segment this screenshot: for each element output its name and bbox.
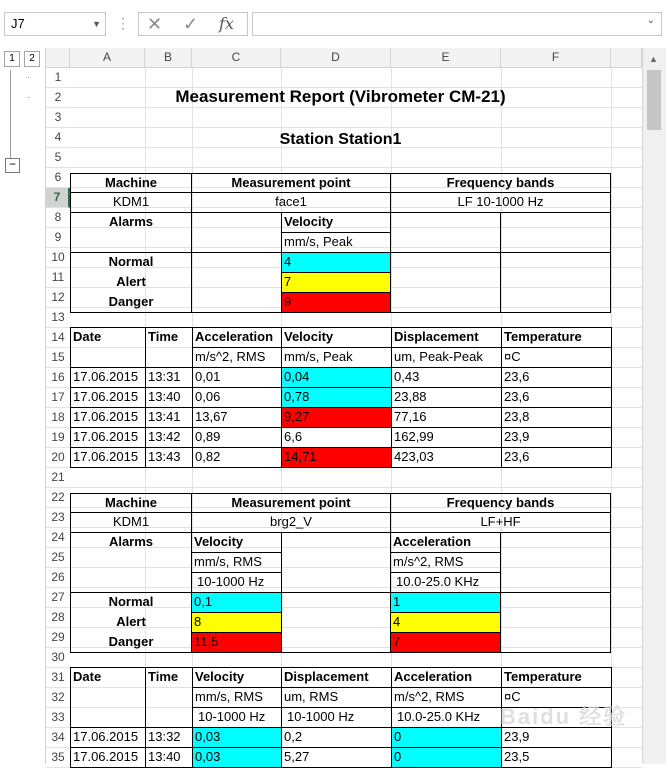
normal-threshold-1[interactable]: 0,1: [191, 592, 282, 613]
row-header-28[interactable]: 28: [46, 608, 70, 628]
gridline: [70, 487, 642, 488]
row-header-23[interactable]: 23: [46, 508, 70, 528]
table-cell[interactable]: 0,43: [391, 367, 502, 388]
col-range-velocity: 10-1000 Hz: [192, 707, 282, 728]
empty-cell[interactable]: [500, 532, 611, 593]
header-frequency-bands: Frequency bands: [390, 173, 611, 193]
table-cell[interactable]: 0: [391, 747, 502, 768]
alarm-param-2: Acceleration: [390, 532, 501, 553]
danger-label: Danger: [108, 294, 154, 309]
col-unit-displacement: um, RMS: [281, 687, 392, 708]
table-cell[interactable]: 17.06.2015: [70, 727, 146, 748]
table-cell[interactable]: 0,89: [192, 427, 282, 448]
col-header-time: Time: [145, 327, 193, 368]
formula-input[interactable]: [252, 12, 662, 36]
col-header-velocity: Velocity: [281, 327, 392, 348]
table-cell[interactable]: 0,04: [281, 367, 392, 388]
gridline: [70, 107, 642, 108]
table-cell[interactable]: 17.06.2015: [70, 427, 146, 448]
table-cell[interactable]: 0,78: [281, 387, 392, 408]
row-header-33[interactable]: 33: [46, 708, 70, 728]
col-header-displacement: Displacement: [281, 667, 392, 688]
alert-label: Alert: [116, 614, 146, 629]
table-cell[interactable]: 0,01: [192, 367, 282, 388]
alert-threshold-1[interactable]: 8: [191, 612, 282, 633]
col-range-acceleration: 10.0-25.0 KHz: [391, 707, 502, 728]
frequency-bands-value[interactable]: LF+HF: [390, 512, 611, 533]
danger-label: Danger: [108, 634, 154, 649]
danger-threshold-1[interactable]: 11,5: [191, 632, 282, 653]
row-header-26[interactable]: 26: [46, 568, 70, 588]
alarms-label: Alarms: [70, 212, 192, 253]
row-header-17[interactable]: 17: [46, 388, 70, 408]
col-unit-temperature: ¤C: [501, 347, 612, 368]
table-cell[interactable]: 423,03: [391, 447, 502, 468]
header-machine: Machine: [70, 173, 192, 193]
alarm-unit: mm/s, Peak: [281, 232, 391, 253]
empty-cell[interactable]: [281, 592, 391, 653]
table-cell[interactable]: 23,6: [501, 367, 612, 388]
col-header-acceleration: Acceleration: [391, 667, 502, 688]
row-header-30[interactable]: 30: [46, 648, 70, 668]
header-measurement-point: Measurement point: [191, 493, 391, 513]
col-unit-acceleration: m/s^2, RMS: [192, 347, 282, 368]
machine-value[interactable]: KDM1: [70, 192, 192, 213]
more-options-icon[interactable]: ⋮: [116, 15, 130, 31]
col-header-date: Date: [70, 667, 146, 728]
header-frequency-bands: Frequency bands: [390, 493, 611, 513]
gridline: [70, 127, 642, 128]
outline-gutter: [0, 48, 46, 764]
table-cell[interactable]: 5,27: [281, 747, 392, 768]
empty-cell[interactable]: [390, 252, 501, 313]
col-header-time: Time: [145, 667, 193, 728]
row-header-4[interactable]: 4: [46, 128, 70, 148]
empty-cell[interactable]: [191, 252, 282, 313]
table-cell[interactable]: 23,88: [391, 387, 502, 408]
col-unit-velocity: mm/s, RMS: [192, 687, 282, 708]
row-header-15[interactable]: 15: [46, 348, 70, 368]
table-cell[interactable]: 0,82: [192, 447, 282, 468]
col-header-displacement: Displacement: [391, 327, 502, 348]
chevron-down-icon[interactable]: ▼: [92, 19, 101, 29]
col-unit-velocity: mm/s, Peak: [281, 347, 392, 368]
report-title: Measurement Report (Vibrometer CM-21): [175, 87, 506, 106]
scroll-up-icon[interactable]: ▲: [649, 54, 658, 64]
table-cell[interactable]: 23,9: [501, 727, 612, 748]
insert-function-icon[interactable]: fx: [219, 14, 234, 33]
col-unit-displacement: um, Peak-Peak: [391, 347, 502, 368]
alert-label: Alert: [116, 274, 146, 289]
column-header-e[interactable]: E: [391, 48, 501, 68]
table-cell[interactable]: 0,03: [192, 747, 282, 768]
column-header-b[interactable]: B: [145, 48, 192, 68]
row-header-21[interactable]: 21: [46, 468, 70, 488]
col-header-temperature: Temperature: [501, 327, 612, 348]
frequency-bands-value[interactable]: LF 10-1000 Hz: [390, 192, 611, 213]
cancel-icon[interactable]: ✕: [147, 14, 163, 34]
outline-group-bar: [10, 70, 17, 160]
empty-cell[interactable]: [390, 212, 501, 253]
row-header-13[interactable]: 13: [46, 308, 70, 328]
col-unit-acceleration: m/s^2, RMS: [391, 687, 502, 708]
formula-buttons: [138, 12, 248, 36]
row-header-5[interactable]: 5: [46, 148, 70, 168]
alarm-unit-1: mm/s, RMS: [191, 552, 282, 573]
row-header-8[interactable]: 8: [46, 208, 70, 228]
alarm-unit-2: m/s^2, RMS: [390, 552, 501, 573]
table-cell[interactable]: 13,67: [192, 407, 282, 428]
col-range-displacement: 10-1000 Hz: [281, 707, 392, 728]
table-cell[interactable]: 0,06: [192, 387, 282, 408]
row-header-18[interactable]: 18: [46, 408, 70, 428]
row-header-35[interactable]: 35: [46, 748, 70, 768]
row-header-32[interactable]: 32: [46, 688, 70, 708]
column-header-f[interactable]: F: [501, 48, 611, 68]
empty-cell[interactable]: [281, 532, 391, 593]
table-cell[interactable]: 23,6: [501, 387, 612, 408]
baidu-watermark: Baidu 经验: [500, 704, 628, 729]
normal-threshold-2[interactable]: 1: [390, 592, 501, 613]
empty-cell[interactable]: [500, 212, 611, 253]
row-header-1[interactable]: 1: [46, 68, 70, 88]
table-cell[interactable]: 13:43: [145, 447, 193, 468]
collapse-group-icon[interactable]: −: [5, 158, 20, 173]
measurement-point-value[interactable]: face1: [191, 192, 391, 213]
table-cell[interactable]: 13:42: [145, 427, 193, 448]
table-cell[interactable]: 0,2: [281, 727, 392, 748]
alert-threshold[interactable]: 7: [281, 272, 391, 293]
table-cell[interactable]: 23,6: [501, 447, 612, 468]
normal-threshold[interactable]: 4: [281, 252, 391, 273]
row-header-29[interactable]: 29: [46, 628, 70, 648]
scroll-thumb[interactable]: [647, 70, 661, 130]
outline-level-1-button[interactable]: 1: [4, 51, 20, 67]
station-title: Station Station1: [279, 131, 402, 148]
alarm-range-1: 10-1000 Hz: [191, 572, 282, 593]
row-header-22[interactable]: 22: [46, 488, 70, 508]
table-cell[interactable]: 23,8: [501, 407, 612, 428]
table-cell[interactable]: 17.06.2015: [70, 447, 146, 468]
column-header-d[interactable]: D: [281, 48, 391, 68]
table-cell[interactable]: 14,71: [281, 447, 392, 468]
empty-cell[interactable]: [191, 212, 282, 253]
normal-label: Normal: [108, 594, 154, 609]
table-cell[interactable]: 0: [391, 727, 502, 748]
row-header-7[interactable]: 7: [46, 188, 70, 208]
table-cell[interactable]: 6,6: [281, 427, 392, 448]
row-header-24[interactable]: 24: [46, 528, 70, 548]
table-cell[interactable]: 0,03: [192, 727, 282, 748]
empty-cell[interactable]: [500, 252, 611, 313]
danger-threshold[interactable]: 9: [281, 292, 391, 313]
row-header-3[interactable]: 3: [46, 108, 70, 128]
table-cell[interactable]: 17.06.2015: [70, 387, 146, 408]
col-header-acceleration: Acceleration: [192, 327, 282, 348]
name-box-value: J7: [11, 16, 25, 31]
normal-label: Normal: [108, 254, 154, 269]
table-cell[interactable]: 17.06.2015: [70, 367, 146, 388]
vertical-scrollbar[interactable]: [642, 48, 666, 764]
enter-icon[interactable]: ✓: [183, 14, 199, 34]
row-header-25[interactable]: 25: [46, 548, 70, 568]
alarms-label: Alarms: [70, 532, 192, 593]
alarm-param-1: Velocity: [191, 532, 282, 553]
header-machine: Machine: [70, 493, 192, 513]
danger-threshold-2[interactable]: 7: [390, 632, 501, 653]
row-header-16[interactable]: 16: [46, 368, 70, 388]
row-header-14[interactable]: 14: [46, 328, 70, 348]
measurement-point-value[interactable]: brg2_V: [191, 512, 391, 533]
row-header-2[interactable]: 2: [46, 88, 70, 108]
table-cell[interactable]: 9,27: [281, 407, 392, 428]
table-cell[interactable]: 17.06.2015: [70, 407, 146, 428]
gridline: [70, 167, 642, 168]
row-header-20[interactable]: 20: [46, 448, 70, 468]
col-header-velocity: Velocity: [192, 667, 282, 688]
machine-value[interactable]: KDM1: [70, 512, 192, 533]
outline-dot-icon: ·: [27, 72, 30, 82]
row-header-19[interactable]: 19: [46, 428, 70, 448]
table-cell[interactable]: 13:40: [145, 747, 193, 768]
empty-cell[interactable]: [500, 592, 611, 653]
alarm-param: Velocity: [281, 212, 391, 233]
outline-dot-icon: ·: [27, 92, 30, 102]
column-header-a[interactable]: A: [70, 48, 145, 68]
alert-threshold-2[interactable]: 4: [390, 612, 501, 633]
name-box[interactable]: [4, 12, 106, 36]
table-cell[interactable]: 13:32: [145, 727, 193, 748]
row-header-9[interactable]: 9: [46, 228, 70, 248]
row-header-10[interactable]: 10: [46, 248, 70, 268]
row-header-12[interactable]: 12: [46, 288, 70, 308]
col-header-temperature: Temperature: [501, 667, 612, 688]
col-unit-temperature: ¤C: [501, 687, 612, 708]
expand-formula-icon[interactable]: ⌄: [646, 15, 655, 26]
row-header-34[interactable]: 34: [46, 728, 70, 748]
table-cell[interactable]: 23,9: [501, 427, 612, 448]
alarm-range-2: 10.0-25.0 KHz: [390, 572, 501, 593]
row-header-27[interactable]: 27: [46, 588, 70, 608]
header-measurement-point: Measurement point: [191, 173, 391, 193]
formula-bar: [0, 0, 666, 49]
column-header-c[interactable]: C: [192, 48, 281, 68]
select-all-corner[interactable]: [46, 48, 70, 68]
table-cell[interactable]: 17.06.2015: [70, 747, 146, 768]
table-cell[interactable]: 77,16: [391, 407, 502, 428]
table-cell[interactable]: 13:41: [145, 407, 193, 428]
table-cell[interactable]: 13:31: [145, 367, 193, 388]
outline-level-2-button[interactable]: 2: [24, 51, 40, 67]
row-header-6[interactable]: 6: [46, 168, 70, 188]
column-header-g[interactable]: [611, 48, 642, 68]
table-cell[interactable]: 162,99: [391, 427, 502, 448]
row-header-11[interactable]: 11: [46, 268, 70, 288]
row-header-31[interactable]: 31: [46, 668, 70, 688]
table-cell[interactable]: 13:40: [145, 387, 193, 408]
table-cell[interactable]: 23,5: [501, 747, 612, 768]
col-header-date: Date: [70, 327, 146, 368]
